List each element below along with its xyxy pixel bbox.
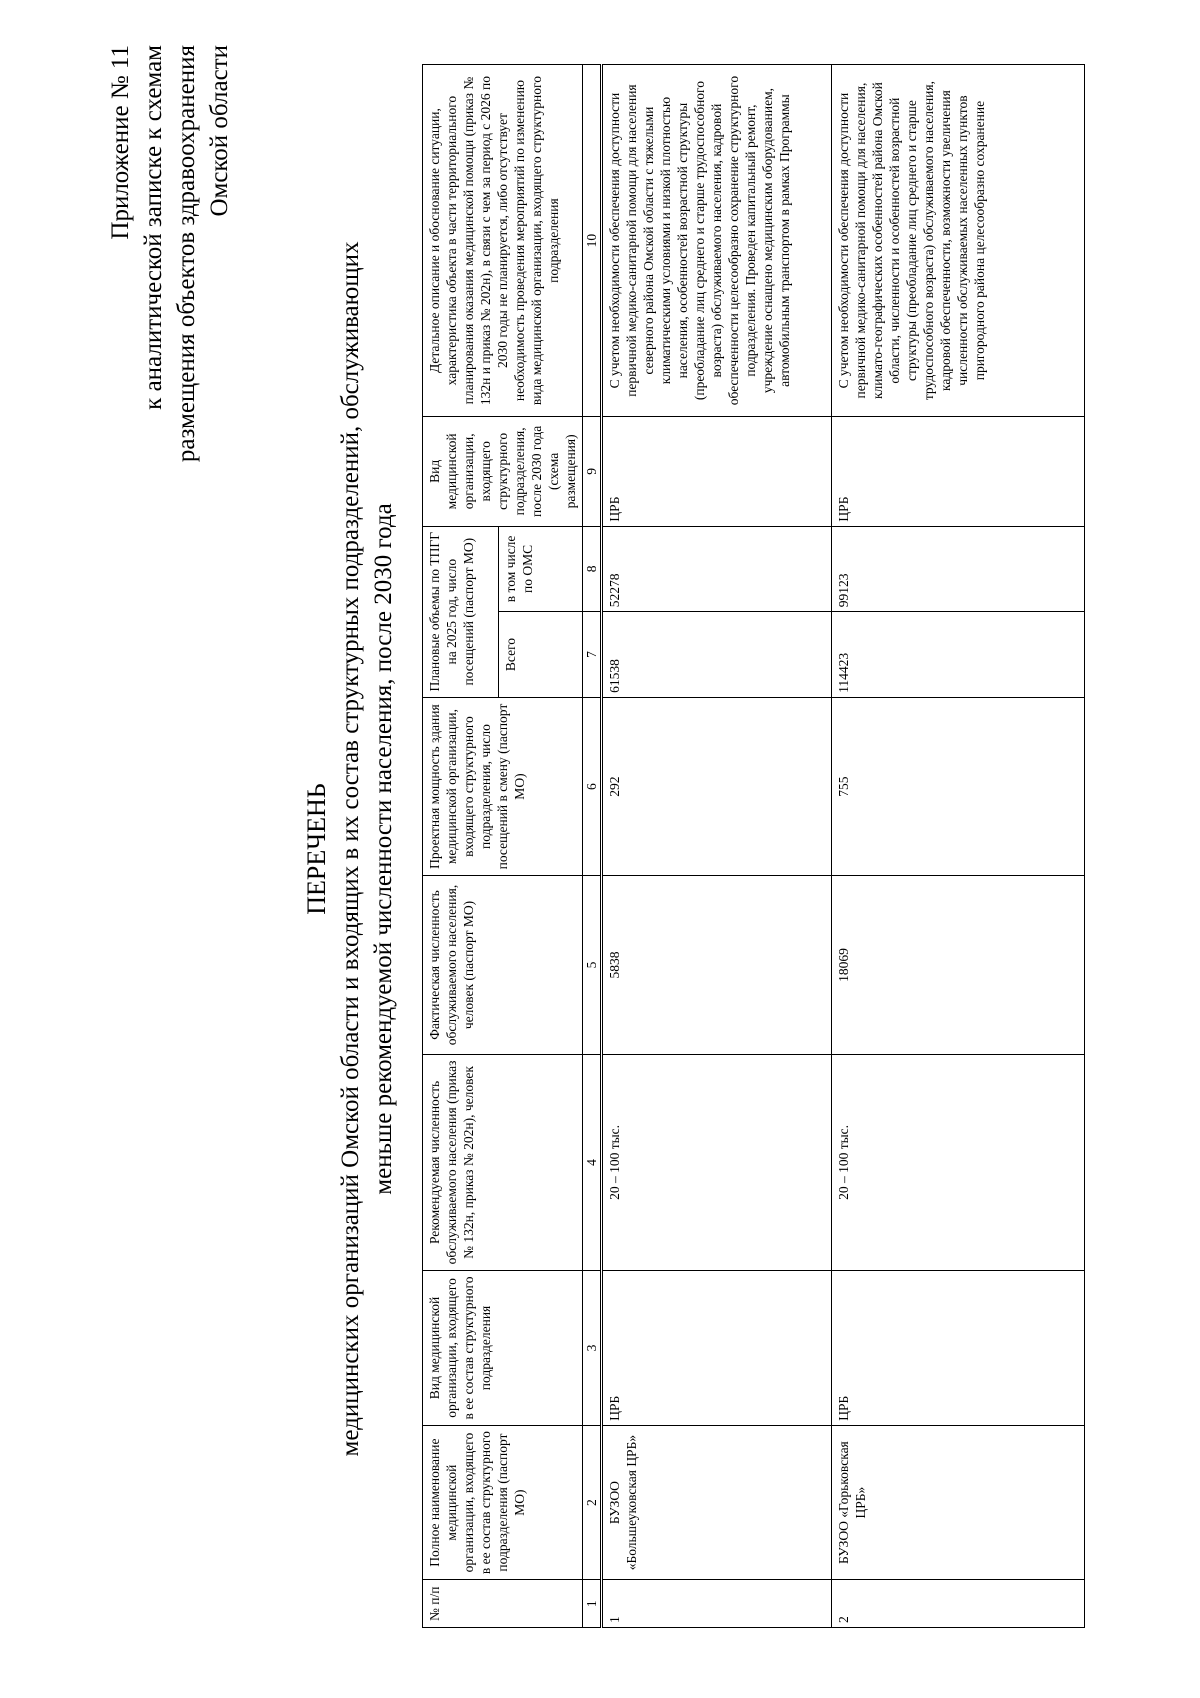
- appendix-line: к аналитической записке к схемам: [140, 45, 167, 410]
- column-number: 3: [583, 1271, 602, 1426]
- document-heading: [300, 40, 400, 1658]
- header-recommended-population: Рекомендуемая численность обслуживаемого населения (приказ № 132н, приказ № 202н), человек: [423, 1054, 583, 1270]
- column-number: 10: [583, 65, 602, 417]
- cell-description: С учетом необходимости обеспечения доступности первичной медико-санитарной помощи для населения, климато-географических особенностей района Омской области, численности и особенностей возрастной структуры (преобладание лиц среднего и старше трудоспособного возраста) обслуживаемого населения, кадровой обеспеченности, возможности увеличения численности обслуживаемых населенных пунктов пригородного района целесообразно сохранение: [832, 65, 1085, 417]
- cell-number: 2: [832, 1580, 1085, 1628]
- column-number: 4: [583, 1054, 602, 1270]
- cell-oms-visits: 52278: [602, 526, 832, 612]
- cell-actual-population: 18069: [832, 876, 1085, 1054]
- cell-oms-visits: 99123: [832, 526, 1085, 612]
- document-title: ПЕРЕЧЕНЬ: [302, 783, 331, 915]
- cell-number: 1: [602, 1580, 832, 1628]
- column-number-row: [583, 65, 602, 1628]
- cell-recommended-population: 20 – 100 тыс.: [832, 1054, 1085, 1270]
- cell-design-capacity: 755: [832, 697, 1085, 875]
- cell-org-name: БУЗОО «Горьковская ЦРБ»: [832, 1425, 1085, 1580]
- cell-recommended-population: 20 – 100 тыс.: [602, 1054, 832, 1270]
- header-description: Детальное описание и обоснование ситуации, характеристика объекта в части территориального планирования оказания медицинской помощи (приказ № 132н и приказ № 202н), в связи с чем за период с 2026 по 2030 годы не планируется, либо отсутствует необходимость проведения мероприятий по изменению вида медицинской организации, входящего структурного подразделения: [423, 65, 583, 417]
- cell-org-type: ЦРБ: [832, 1271, 1085, 1426]
- header-design-capacity: Проектная мощность здания медицинской организации, входящего структурного подразделения, число посещений в смену (паспорт МО): [423, 697, 583, 875]
- column-number: 5: [583, 876, 602, 1054]
- appendix-line: Приложение № 11: [107, 45, 134, 240]
- table-row: [602, 65, 832, 1628]
- cell-org-type: ЦРБ: [602, 1271, 832, 1426]
- cell-org-type-after: ЦРБ: [832, 417, 1085, 526]
- appendix-note: [104, 45, 236, 665]
- header-org-type-after-2030: Вид медицинской организации, входящего структурного подразделения, после 2030 года (схема размещения): [423, 417, 583, 526]
- table-header-row: [423, 65, 499, 1628]
- appendix-line: Омской области: [206, 45, 233, 217]
- appendix-line: размещения объектов здравоохранения: [173, 45, 200, 463]
- column-number: 7: [583, 612, 602, 698]
- document-subtitle-line: медицинских организаций Омской области и входящих в их состав структурных подразделений, обслуживающих: [337, 241, 364, 1457]
- cell-org-type-after: ЦРБ: [602, 417, 832, 526]
- column-number: 9: [583, 417, 602, 526]
- header-org-type: Вид медицинской организации, входящего в ее состав структурного подразделения: [423, 1271, 583, 1426]
- cell-org-name: БУЗОО «Большеуковская ЦРБ»: [602, 1425, 832, 1580]
- cell-actual-population: 5838: [602, 876, 832, 1054]
- column-number: 2: [583, 1425, 602, 1580]
- header-total: Всего: [498, 612, 582, 698]
- header-oms: в том числе по ОМС: [498, 526, 582, 612]
- column-number: 8: [583, 526, 602, 612]
- header-number: № п/п: [423, 1580, 583, 1628]
- organizations-table: [422, 64, 1085, 1628]
- cell-design-capacity: 292: [602, 697, 832, 875]
- table-row: [832, 65, 1085, 1628]
- cell-total-visits: 114423: [832, 612, 1085, 698]
- cell-total-visits: 61538: [602, 612, 832, 698]
- column-number: 6: [583, 697, 602, 875]
- header-planned-volumes: Плановые объемы по ТПГГ на 2025 год, число посещений (паспорт МО): [423, 526, 499, 697]
- cell-description: С учетом необходимости обеспечения доступности первичной медико-санитарной помощи для населения северного района Омской области с тяжелыми климатическими условиями и низкой плотностью населения, особенностей возрастной структуры (преобладание лиц среднего и старше трудоспособного возраста) обслуживаемого населения, кадровой обеспеченности целесообразно сохранение структурного подразделения. Проведен капитальный ремонт, учреждение оснащено медицинским оборудованием, автомобильным транспортом в рамках Программы: [602, 65, 832, 417]
- header-full-name: Полное наименование медицинской организации, входящего в ее состав структурного подразделения (паспорт МО): [423, 1425, 583, 1580]
- document-subtitle-line: меньше рекомендуемой численности населения, после 2030 года: [370, 503, 397, 1195]
- column-number: 1: [583, 1580, 602, 1628]
- header-actual-population: Фактическая численность обслуживаемого населения, человек (паспорт МО): [423, 876, 583, 1054]
